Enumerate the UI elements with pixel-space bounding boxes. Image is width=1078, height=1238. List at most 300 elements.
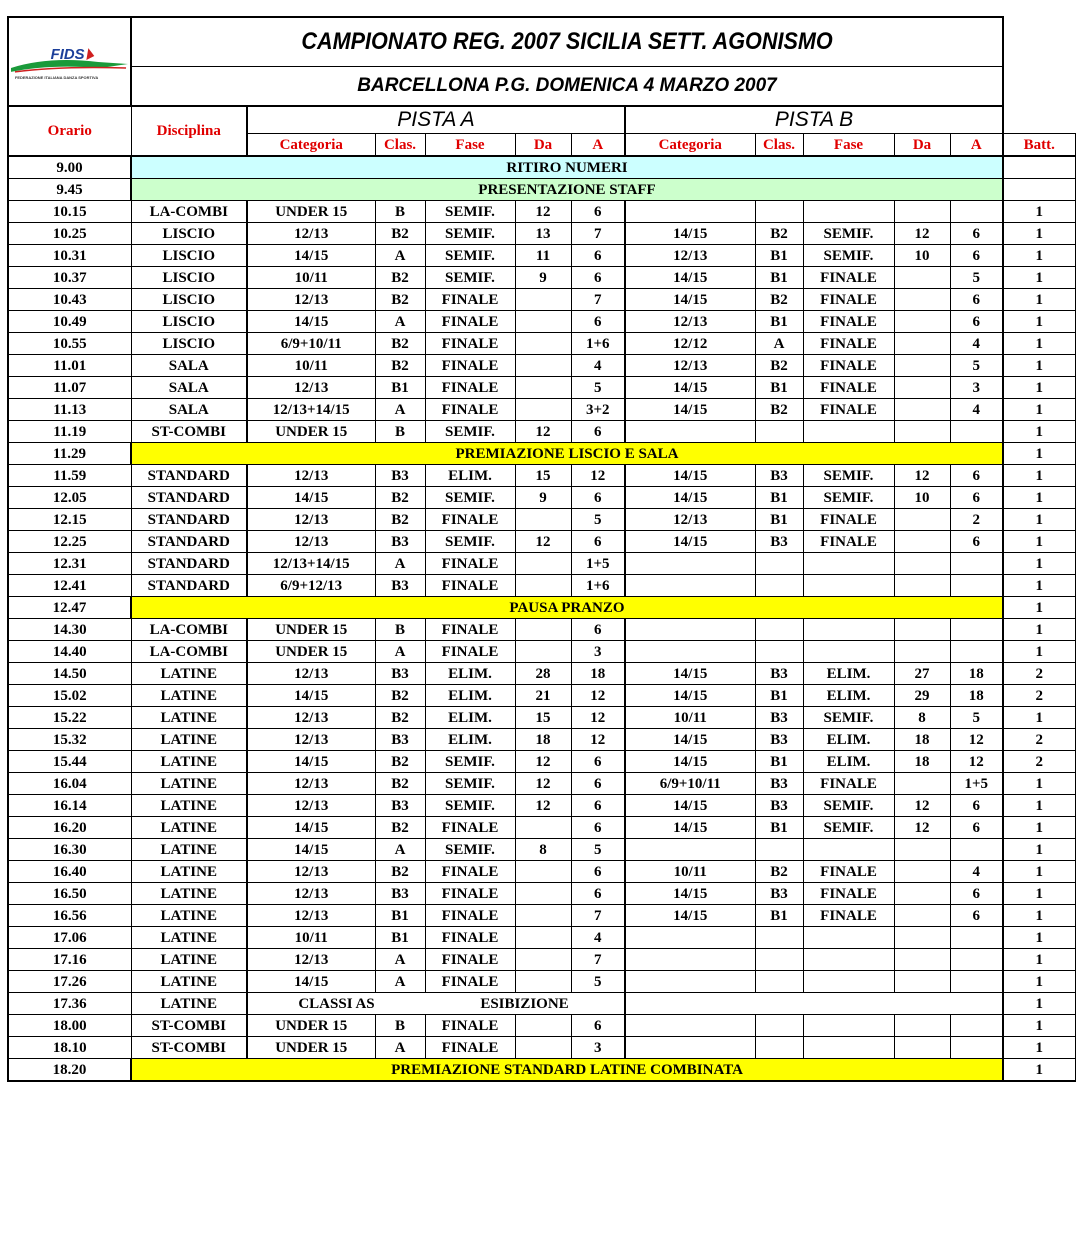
orario-cell: 11.59	[8, 465, 131, 487]
pista-b-a-cell	[950, 839, 1003, 861]
pista-a-clas-cell: B2	[375, 509, 425, 531]
orario-cell: 14.40	[8, 641, 131, 663]
pista-a-categoria-cell: 14/15	[247, 311, 375, 333]
col-clas-b: Clas.	[755, 134, 803, 157]
pista-b-fase-cell: FINALE	[803, 311, 894, 333]
col-batt: Batt.	[1003, 134, 1075, 157]
batt-cell: 1	[1003, 949, 1075, 971]
pista-a-a-cell: 6	[571, 817, 625, 839]
pista-a-da-cell: 13	[515, 223, 571, 245]
pista-a-a-cell: 4	[571, 355, 625, 377]
pista-a-da-cell: 28	[515, 663, 571, 685]
pista-b-a-cell: 6	[950, 817, 1003, 839]
pista-b-fase-cell: ELIM.	[803, 663, 894, 685]
table-row	[8, 333, 1075, 355]
pista-a-a-cell: 5	[571, 377, 625, 399]
disciplina-cell: LATINE	[131, 773, 247, 795]
banner-cell: PRESENTAZIONE STAFF	[131, 179, 1003, 201]
pista-b-a-cell	[950, 641, 1003, 663]
pista-b-a-cell: 18	[950, 685, 1003, 707]
pista-b-fase-cell	[803, 949, 894, 971]
pista-a-fase-cell: FINALE	[425, 355, 515, 377]
pista-a-categoria-cell: 14/15	[247, 487, 375, 509]
table-row	[8, 641, 1075, 663]
orario-cell: 14.30	[8, 619, 131, 641]
pista-b-a-cell: 5	[950, 267, 1003, 289]
pista-b-fase-cell: FINALE	[803, 267, 894, 289]
batt-cell: 1	[1003, 575, 1075, 597]
disciplina-cell: SALA	[131, 377, 247, 399]
pista-a-categoria-cell: UNDER 15	[247, 619, 375, 641]
batt-cell: 1	[1003, 399, 1075, 421]
batt-cell: 2	[1003, 751, 1075, 773]
batt-cell: 2	[1003, 663, 1075, 685]
pista-b-a-cell: 3	[950, 377, 1003, 399]
pista-b-fase-cell: SEMIF.	[803, 707, 894, 729]
pista-b-a-cell: 6	[950, 487, 1003, 509]
orario-cell: 15.32	[8, 729, 131, 751]
banner-cell: PREMIAZIONE STANDARD LATINE COMBINATA	[131, 1059, 1003, 1082]
orario-cell: 10.49	[8, 311, 131, 333]
pista-b-da-cell: 27	[894, 663, 950, 685]
pista-a-fase-cell: ELIM.	[425, 685, 515, 707]
batt-cell: 1	[1003, 1037, 1075, 1059]
batt-cell: 1	[1003, 201, 1075, 223]
pista-b-da-cell: 8	[894, 707, 950, 729]
pista-b-a-cell: 12	[950, 729, 1003, 751]
pista-b-fase-cell: SEMIF.	[803, 465, 894, 487]
table-row	[8, 245, 1075, 267]
orario-cell: 12.31	[8, 553, 131, 575]
pista-b-clas-cell: B2	[755, 861, 803, 883]
pista-b-categoria-cell	[625, 1015, 755, 1037]
pista-b-categoria-cell: 14/15	[625, 685, 755, 707]
pista-b-categoria-cell: 14/15	[625, 487, 755, 509]
pista-b-categoria-cell: 6/9+10/11	[625, 773, 755, 795]
pista-b-da-cell	[894, 355, 950, 377]
pista-a-a-cell: 6	[571, 245, 625, 267]
table-row	[8, 179, 1075, 201]
pista-b-clas-cell: B3	[755, 795, 803, 817]
table-row	[8, 531, 1075, 553]
pista-b-a-cell	[950, 201, 1003, 223]
pista-a-categoria-cell: 12/13	[247, 289, 375, 311]
pista-b-a-cell: 5	[950, 355, 1003, 377]
pista-a-categoria-cell: 12/13	[247, 949, 375, 971]
pista-b-a-cell	[950, 575, 1003, 597]
pista-a-fase-cell: FINALE	[425, 311, 515, 333]
table-row	[8, 201, 1075, 223]
pista-b-categoria-cell	[625, 949, 755, 971]
table-row	[8, 399, 1075, 421]
pista-b-a-cell: 4	[950, 399, 1003, 421]
pista-a-clas-cell: B2	[375, 333, 425, 355]
pista-a-da-cell: 12	[515, 531, 571, 553]
pista-a-da-cell	[515, 355, 571, 377]
orario-cell: 17.36	[8, 993, 131, 1015]
pista-b-clas-cell: B3	[755, 465, 803, 487]
col-disciplina: Disciplina	[131, 106, 247, 156]
pista-b-da-cell	[894, 575, 950, 597]
batt-cell: 1	[1003, 487, 1075, 509]
disciplina-cell: STANDARD	[131, 575, 247, 597]
table-row	[8, 1015, 1075, 1037]
table-row	[8, 817, 1075, 839]
pista-a-clas-cell: B2	[375, 817, 425, 839]
batt-cell	[1003, 156, 1075, 179]
pista-a-da-cell: 18	[515, 729, 571, 751]
pista-b-clas-cell: B1	[755, 487, 803, 509]
pista-a-fase-cell: SEMIF.	[425, 487, 515, 509]
pista-b-a-cell	[950, 971, 1003, 993]
pista-a-clas-cell: B2	[375, 773, 425, 795]
pista-a-categoria-cell: 12/13	[247, 729, 375, 751]
pista-a-a-cell: 6	[571, 487, 625, 509]
pista-a-a-cell: 7	[571, 289, 625, 311]
pista-b-a-cell	[950, 553, 1003, 575]
pista-b-da-cell: 18	[894, 751, 950, 773]
batt-cell: 1	[1003, 641, 1075, 663]
batt-cell: 1	[1003, 619, 1075, 641]
pista-b-clas-cell: B1	[755, 311, 803, 333]
batt-cell: 1	[1003, 971, 1075, 993]
pista-a-clas-cell: B1	[375, 927, 425, 949]
pista-b-header: PISTA B	[625, 106, 1003, 134]
disciplina-cell: LISCIO	[131, 267, 247, 289]
svg-text:FEDERAZIONE ITALIANA DANZA SPO: FEDERAZIONE ITALIANA DANZA SPORTIVA	[14, 74, 99, 80]
batt-cell: 2	[1003, 685, 1075, 707]
pista-a-categoria-cell: 10/11	[247, 355, 375, 377]
pista-b-da-cell	[894, 773, 950, 795]
pista-a-categoria-cell: 6/9+12/13	[247, 575, 375, 597]
pista-a-da-cell	[515, 619, 571, 641]
table-row	[8, 223, 1075, 245]
pista-a-da-cell: 12	[515, 421, 571, 443]
pista-b-clas-cell	[755, 927, 803, 949]
pista-a-da-cell: 12	[515, 795, 571, 817]
banner-cell: PREMIAZIONE LISCIO E SALA	[131, 443, 1003, 465]
table-row	[8, 377, 1075, 399]
pista-a-a-cell: 5	[571, 509, 625, 531]
pista-a-fase-cell: SEMIF.	[425, 751, 515, 773]
pista-a-categoria-cell: 14/15	[247, 971, 375, 993]
table-row	[8, 465, 1075, 487]
pista-b-categoria-cell: 14/15	[625, 751, 755, 773]
pista-a-categoria-cell: UNDER 15	[247, 421, 375, 443]
pista-b-a-cell: 6	[950, 531, 1003, 553]
orario-cell: 14.50	[8, 663, 131, 685]
table-row	[8, 509, 1075, 531]
pista-a-fase-cell: FINALE	[425, 399, 515, 421]
pista-b-da-cell	[894, 641, 950, 663]
pista-b-da-cell	[894, 861, 950, 883]
batt-cell: 1	[1003, 861, 1075, 883]
table-row	[8, 971, 1075, 993]
pista-b-a-cell: 5	[950, 707, 1003, 729]
pista-a-categoria-cell: UNDER 15	[247, 641, 375, 663]
pista-a-da-cell	[515, 399, 571, 421]
pista-a-a-cell: 12	[571, 685, 625, 707]
pista-b-categoria-cell: 14/15	[625, 267, 755, 289]
pista-a-da-cell	[515, 377, 571, 399]
pista-a-clas-cell: A	[375, 1037, 425, 1059]
table-row	[8, 927, 1075, 949]
batt-cell	[1003, 179, 1075, 201]
disciplina-cell: LATINE	[131, 861, 247, 883]
pista-a-clas-cell: B3	[375, 883, 425, 905]
pista-b-a-cell: 4	[950, 333, 1003, 355]
pista-b-clas-cell: B1	[755, 267, 803, 289]
pista-b-a-cell	[950, 619, 1003, 641]
pista-b-categoria-cell: 12/13	[625, 355, 755, 377]
batt-cell: 1	[1003, 597, 1075, 619]
pista-b-clas-cell	[755, 619, 803, 641]
page-title: CAMPIONATO REG. 2007 SICILIA SETT. AGONISMO	[175, 17, 960, 66]
pista-a-da-cell	[515, 949, 571, 971]
pista-a-categoria-cell: 12/13	[247, 861, 375, 883]
pista-a-fase-cell: SEMIF.	[425, 795, 515, 817]
pista-b-da-cell	[894, 421, 950, 443]
pista-b-categoria-cell: 14/15	[625, 531, 755, 553]
disciplina-cell: LATINE	[131, 993, 247, 1015]
pista-a-a-cell: 6	[571, 1015, 625, 1037]
pista-b-clas-cell	[755, 575, 803, 597]
pista-b-a-cell	[950, 949, 1003, 971]
pista-b-a-cell	[950, 421, 1003, 443]
pista-a-categoria-cell: 12/13+14/15	[247, 399, 375, 421]
pista-b-da-cell	[894, 333, 950, 355]
disciplina-cell: STANDARD	[131, 465, 247, 487]
pista-a-fase-cell: FINALE	[425, 575, 515, 597]
pista-b-da-cell: 10	[894, 487, 950, 509]
special-left-cell: CLASSI AS	[247, 993, 425, 1015]
pista-a-fase-cell: FINALE	[425, 861, 515, 883]
disciplina-cell: STANDARD	[131, 487, 247, 509]
disciplina-cell: ST-COMBI	[131, 1037, 247, 1059]
pista-b-fase-cell	[803, 839, 894, 861]
pista-b-clas-cell	[755, 201, 803, 223]
pista-b-da-cell	[894, 531, 950, 553]
table-row	[8, 861, 1075, 883]
batt-cell: 1	[1003, 465, 1075, 487]
orario-cell: 11.13	[8, 399, 131, 421]
pista-a-clas-cell: B3	[375, 729, 425, 751]
pista-a-fase-cell: ELIM.	[425, 465, 515, 487]
pista-a-categoria-cell: 10/11	[247, 267, 375, 289]
batt-cell: 2	[1003, 729, 1075, 751]
pista-b-fase-cell: SEMIF.	[803, 223, 894, 245]
orario-cell: 9.45	[8, 179, 131, 201]
batt-cell: 1	[1003, 377, 1075, 399]
pista-a-a-cell: 6	[571, 311, 625, 333]
pista-b-fase-cell: FINALE	[803, 531, 894, 553]
pista-b-a-cell: 6	[950, 795, 1003, 817]
pista-a-clas-cell: B	[375, 421, 425, 443]
pista-a-categoria-cell: 12/13	[247, 663, 375, 685]
pista-a-clas-cell: A	[375, 641, 425, 663]
pista-a-da-cell	[515, 883, 571, 905]
pista-b-clas-cell: B3	[755, 531, 803, 553]
table-row	[8, 839, 1075, 861]
pista-b-categoria-cell	[625, 1037, 755, 1059]
batt-cell: 1	[1003, 509, 1075, 531]
table-row	[8, 575, 1075, 597]
pista-a-categoria-cell: 14/15	[247, 839, 375, 861]
logo-cell	[8, 17, 131, 106]
pista-a-da-cell: 21	[515, 685, 571, 707]
table-row	[8, 949, 1075, 971]
pista-a-categoria-cell: 12/13	[247, 883, 375, 905]
table-row	[8, 487, 1075, 509]
orario-cell: 16.56	[8, 905, 131, 927]
pista-a-a-cell: 1+6	[571, 575, 625, 597]
pista-a-clas-cell: B1	[375, 905, 425, 927]
batt-cell: 1	[1003, 443, 1075, 465]
pista-b-da-cell: 29	[894, 685, 950, 707]
pista-a-a-cell: 12	[571, 465, 625, 487]
disciplina-cell: LISCIO	[131, 311, 247, 333]
pista-a-fase-cell: FINALE	[425, 883, 515, 905]
pista-a-da-cell: 12	[515, 751, 571, 773]
pista-b-a-cell: 6	[950, 311, 1003, 333]
pista-a-fase-cell: FINALE	[425, 641, 515, 663]
pista-b-categoria-cell: 14/15	[625, 465, 755, 487]
batt-cell: 1	[1003, 531, 1075, 553]
pista-a-da-cell: 15	[515, 707, 571, 729]
batt-cell: 1	[1003, 927, 1075, 949]
pista-b-clas-cell: B1	[755, 245, 803, 267]
pista-a-fase-cell: FINALE	[425, 905, 515, 927]
pista-a-a-cell: 5	[571, 971, 625, 993]
pista-a-clas-cell: B2	[375, 685, 425, 707]
pista-a-fase-cell: SEMIF.	[425, 773, 515, 795]
pista-b-categoria-cell: 10/11	[625, 861, 755, 883]
pista-a-categoria-cell: UNDER 15	[247, 201, 375, 223]
disciplina-cell: LA-COMBI	[131, 641, 247, 663]
col-da-b: Da	[894, 134, 950, 157]
disciplina-cell: LATINE	[131, 729, 247, 751]
batt-cell: 1	[1003, 795, 1075, 817]
pista-b-da-cell	[894, 949, 950, 971]
pista-a-da-cell	[515, 289, 571, 311]
pista-b-clas-cell: B3	[755, 729, 803, 751]
col-a-b: A	[950, 134, 1003, 157]
orario-cell: 11.01	[8, 355, 131, 377]
pista-b-fase-cell: FINALE	[803, 377, 894, 399]
disciplina-cell: LATINE	[131, 795, 247, 817]
pista-a-a-cell: 3+2	[571, 399, 625, 421]
pista-b-fase-cell: FINALE	[803, 861, 894, 883]
pista-b-a-cell: 6	[950, 223, 1003, 245]
pista-a-clas-cell: B3	[375, 531, 425, 553]
disciplina-cell: LATINE	[131, 883, 247, 905]
orario-cell: 18.10	[8, 1037, 131, 1059]
pista-b-a-cell	[950, 927, 1003, 949]
table-row	[8, 993, 1075, 1015]
pista-b-categoria-cell: 14/15	[625, 399, 755, 421]
pista-b-a-cell: 12	[950, 751, 1003, 773]
pista-b-fase-cell	[803, 641, 894, 663]
pista-a-categoria-cell: 12/13	[247, 531, 375, 553]
pista-b-fase-cell: ELIM.	[803, 729, 894, 751]
orario-cell: 16.50	[8, 883, 131, 905]
pista-b-fase-cell: SEMIF.	[803, 245, 894, 267]
table-row	[8, 267, 1075, 289]
pista-a-fase-cell: FINALE	[425, 553, 515, 575]
pista-b-fase-cell: FINALE	[803, 289, 894, 311]
special-right-cell: ESIBIZIONE	[425, 993, 625, 1015]
pista-b-categoria-cell: 14/15	[625, 377, 755, 399]
col-da-a: Da	[515, 134, 571, 157]
pista-b-a-cell: 18	[950, 663, 1003, 685]
banner-cell: RITIRO NUMERI	[131, 156, 1003, 179]
pista-b-da-cell: 10	[894, 245, 950, 267]
pista-a-da-cell: 9	[515, 267, 571, 289]
batt-cell: 1	[1003, 333, 1075, 355]
orario-cell: 12.05	[8, 487, 131, 509]
table-row	[8, 619, 1075, 641]
pista-b-a-cell	[950, 1037, 1003, 1059]
pista-a-a-cell: 6	[571, 795, 625, 817]
pista-a-clas-cell: B3	[375, 795, 425, 817]
pista-b-clas-cell: B1	[755, 905, 803, 927]
pista-a-clas-cell: A	[375, 949, 425, 971]
pista-b-a-cell: 6	[950, 905, 1003, 927]
fids-logo-icon	[9, 42, 130, 82]
table-row	[8, 156, 1075, 179]
pista-b-categoria-cell	[625, 839, 755, 861]
table-row	[8, 597, 1075, 619]
pista-b-da-cell: 12	[894, 817, 950, 839]
pista-a-da-cell	[515, 509, 571, 531]
table-row	[8, 883, 1075, 905]
pista-a-categoria-cell: 12/13	[247, 465, 375, 487]
batt-cell: 1	[1003, 289, 1075, 311]
pista-a-da-cell: 11	[515, 245, 571, 267]
schedule-sheet	[7, 16, 1074, 1082]
pista-a-fase-cell: SEMIF.	[425, 223, 515, 245]
pista-a-a-cell: 4	[571, 927, 625, 949]
pista-a-clas-cell: B	[375, 1015, 425, 1037]
orario-cell: 16.40	[8, 861, 131, 883]
batt-cell: 1	[1003, 993, 1075, 1015]
batt-cell: 1	[1003, 553, 1075, 575]
pista-b-fase-cell	[803, 1015, 894, 1037]
batt-cell: 1	[1003, 223, 1075, 245]
pista-a-a-cell: 7	[571, 223, 625, 245]
pista-a-categoria-cell: 12/13	[247, 707, 375, 729]
pista-a-a-cell: 6	[571, 619, 625, 641]
col-orario: Orario	[8, 106, 131, 156]
table-row	[8, 751, 1075, 773]
table-row	[8, 289, 1075, 311]
pista-b-da-cell: 12	[894, 223, 950, 245]
pista-b-categoria-cell	[625, 553, 755, 575]
orario-cell: 12.41	[8, 575, 131, 597]
pista-b-da-cell	[894, 509, 950, 531]
orario-cell: 16.20	[8, 817, 131, 839]
batt-cell: 1	[1003, 839, 1075, 861]
pista-b-categoria-cell: 12/13	[625, 311, 755, 333]
disciplina-cell: LATINE	[131, 839, 247, 861]
pista-a-fase-cell: ELIM.	[425, 707, 515, 729]
pista-b-a-cell: 6	[950, 465, 1003, 487]
batt-cell: 1	[1003, 1059, 1075, 1082]
batt-cell: 1	[1003, 245, 1075, 267]
table-row	[8, 443, 1075, 465]
orario-cell: 15.44	[8, 751, 131, 773]
pista-b-clas-cell	[755, 641, 803, 663]
